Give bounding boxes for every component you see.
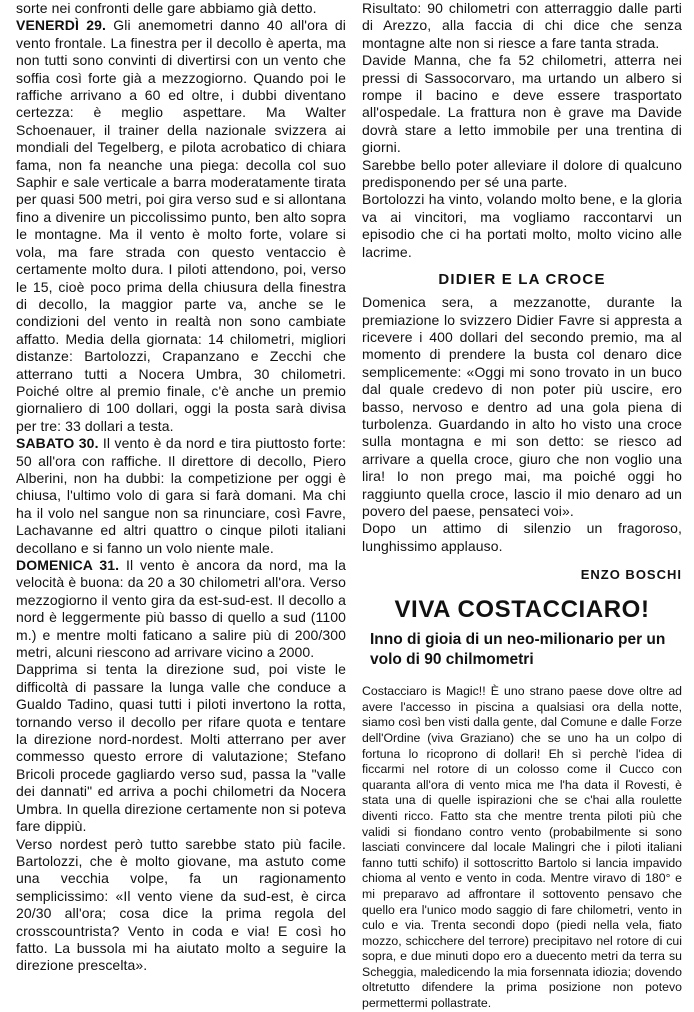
right-column (362, 0, 682, 1012)
headline: VIVA COSTACCIARO! (394, 596, 650, 624)
friday-text: Gli anemometri danno 40 all'ora di vento frontale. La finestra per il decollo è aperta, ma non tutti sono convinti di divertirsi con un vento che soffia così forte già a mezzogiorno. Quando poi le raffiche arrivano a 60 ed oltre, i dubbi diventano certezza: è meglio aspettare. Ma Walter Schoenauer, il trainer della nazionale svizzera ai mondiali del Tegelberg, e pilota acrobatico di chiara fama, non fa neanche una piega: decolla col suo Saphir e sale verticale a barra moderatamente tirata per quasi 500 metri, poi gira verso sud e si allontana fino a divenire un piccolissimo punto, ben alto sopra le montagne. Ma il vento è molto forte, volare si vola, ma fare strada con questo ventaccio è certamente molto dura. I piloti attendono, poi, verso le 15, cioè poco prima della chiusura della finestra di decollo, la maggior parte va, anche se le condizioni del vento in realtà non sono cambiate affatto. Media della giornata: 14 chilometri, migliori distanze: Bartolozzi, Crapanzano e Zecchi che atterrano tutti a Nocera Umbra, 30 chilometri. Poiché oltre al premio finale, c'è anche un premio giornaliero di 100 dollari, oggi la posta sarà divisa per tre: 33 dollari a testa. (16, 17, 346, 434)
author-signature: ENZO BOSCHI (580, 567, 682, 583)
paragraph-costacciaro: Costacciaro is Magic!! È uno strano paese dove oltre ad avere l'accesso in piscina a qualsiasi ora della notte, siamo così ben visti dalla gente, dal Comune e dalle Forze dell'Ordine (viva Graziano) che se uno ha un colpo di fortuna lo ricoprono di dollari! Eh sì perchè l'idea di ficcarmi nel rotore di un colosso come il Cucco con quaranta all'ora di vento mica me l'ha data il Rovesti, è stata una di quelle ispirazioni che se c'hai alla roulette diventi ricco. Fatto sta che mentre trenta piloti più che validi si fiondano contro vento (probabilmente si sono lasciati convincere dal locale Malingri che i piloti italiani fanno tutti schifo) il sottoscritto Bartolo si lancia impavido chioma al vento e vento in coda. Mentre viravo di 180° e mi preparavo ad affrontare il sottovento pensavo che quello era l'unico modo saggio di fare chilometri, vento in culo e via. Trenta secondi dopo (piedi nella vela, fiato mozzo, schicchere del terrore) precipitavo nel rotore di cui sopra, e due minuti dopo ero a duecento metri da terra su Scheggia, maledicendo la mia forsennata idiozia; dovendo oltretutto difendere la prima posizione non potevo permettermi pollastrate. (362, 684, 682, 1011)
paragraph-saturday (16, 435, 346, 557)
day-label-sunday: DOMENICA 31. (16, 557, 120, 573)
left-column (16, 0, 346, 975)
paragraph-pain: Sarebbe bello poter alleviare il dolore di qualcuno predisponendo per sé una parte. (362, 156, 682, 191)
subheadline: Inno di gioia di un neo-milionario per un volo di 90 chilmometri (370, 631, 666, 669)
paragraph-didier: Domenica sera, a mezzanotte, durante la premiazione lo svizzero Didier Favre si appresta a ricevere i 400 dollari del secondo premio, ma al momento di prendere la busta col denaro dice semplicemente: «Oggi mi sono trovato in un buco dal quale credevo di non poter più uscire, ero basso, nervoso e dentro ad una gola piena di turbolenza. Guardando in alto ho visto una croce sulla montagna e mi son detto: se riesco ad arrivare a quella croce, giuro che non voglio una lira! Io non prego mai, ma poiché oggi ho raggiunto quella croce, lascio il mio denaro ad un povero del paese, pensateci voi». (362, 294, 682, 519)
paragraph-direction: Dapprima si tenta la direzione sud, poi viste le difficoltà di passare la lunga valle che conduce a Gualdo Tadino, quasi tutti i piloti invertono la rotta, tornando verso il decollo per rifare quota e tentare la direzione nord-nordest. Molti atterrano per aver commesso questo errore di valutazione; Stefano Bricoli procede gagliardo verso sud, passa la "valle dei dannati" ed arriva a pochi chilometri da Nocera Umbra. In quella direzione certamente non si poteva fare dippiù. (16, 661, 346, 835)
saturday-text: Il vento è da nord e tira piuttosto forte: 50 all'ora con raffiche. Il direttore di decollo, Piero Alberini, non ha dubbi: la competizione per oggi è chiusa, l'ultimo volo di gara si farà domani. Ma chi ha il volo nel sangue non sa rinunciare, così Favre, Lachavanne ed altri quattro o cinque piloti italiani decollano e si fanno un volo niente male. (16, 435, 347, 556)
paragraph-intro: sorte nei confronti delle gare abbiamo già detto. (16, 0, 317, 16)
paragraph-result: Risultato: 90 chilometri con atterraggio dalle parti di Arezzo, alla faccia di chi dice che senza montagne alte non si riesce a fare tanta strada. (362, 0, 682, 51)
paragraph-bartolozzi: Verso nordest però tutto sarebbe stato più facile. Bartolozzi, che è molto giovane, ma astuto come una vecchia volpe, fa un ragionamento semplicissimo: «Il vento viene da sud-est, è circa 20/30 all'ora; cosa dice la prima regola del crosscountrista? Vento in coda e via! E così ho fatto. La bussola mi ha aiutato molto a seguire la direzione prescelta». (16, 835, 346, 974)
sunday-text: Il vento è ancora da nord, ma la velocità è buona: da 20 a 30 chilometri all'ora. Verso mezzogiorno il vento gira da est-sud-est. Il decollo a nord è leggermente più basso di quello a sud (1100 m.) e mentre molti faticano a salire più di 200/300 metri, alcuni riescono ad arrivare vicino a 2000. (16, 557, 346, 661)
day-label-saturday: SABATO 30. (16, 435, 99, 452)
day-label-friday: VENERDÌ 29. (16, 17, 106, 34)
paragraph-applause: Dopo un attimo di silenzio un fragoroso, lunghissimo applauso. (362, 520, 682, 554)
paragraph-sunday (16, 557, 346, 661)
paragraph-winner: Bortolozzi ha vinto, volando molto bene, e la gloria va ai vincitori, ma vogliamo raccontarvi un episodio che ci ha portati molto, molto vicino alle lacrime. (362, 191, 682, 260)
section-heading: DIDIER E LA CROCE (438, 271, 606, 289)
paragraph-friday (16, 17, 346, 435)
paragraph-manna: Davide Manna, che fa 52 chilometri, atterra nei pressi di Sassocorvaro, ma urtando un albero si rompe il bacino e deve essere trasportato all'ospedale. La frattura non è grave ma Davide dovrà stare a letto immobile per una trentina di giorni. (362, 52, 682, 156)
